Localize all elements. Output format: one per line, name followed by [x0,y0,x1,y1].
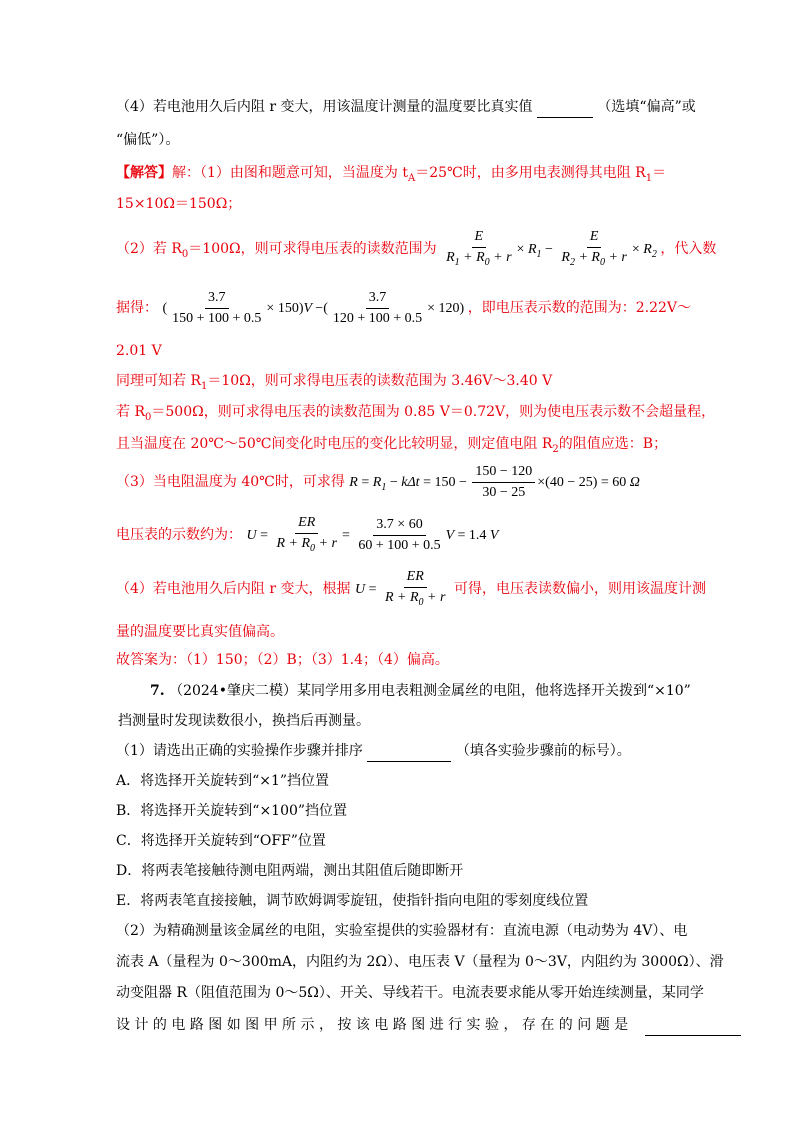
option-e: E．将两表笔直接接触，调节欧姆调零旋钮，使指针指向电阻的零刻度线位置 [116,893,589,909]
answer-line-3: （2）若 $R_0=100\Omega$，则可求得电压表的读数范围为 $\frac{E}{R_1 + R_0 + r}$ × $R_1$ − $\frac{E}{R_2 + R_0 + r}$ × $R_2$ ，代入数 [116,229,717,268]
option-c: C．将选择开关旋转到“OFF”位置 [116,833,326,849]
q7-line-2: 挡测量时发现读数很小，换挡后再测量。 [118,713,370,729]
answer-line-10: 电压表的示数约为： U = $\frac{ER}{R + R_0 + r}$ = $\frac{3.7 \times 60}{60 + 100 + 0.5}$ V = 1.4 V [116,515,499,554]
answer-blank-q7-1[interactable] [367,741,451,762]
formula-substitution: ( $\frac{3.7}{150 + 100 + 0.5}$ × 150)V −( $\frac{3.7}{120 + 100 + 0.5}$ × 120) [162,290,465,327]
formula-voltage-general: U = $\frac{ER}{R + R_0 + r}$ [354,569,446,608]
q7-sub2-line-1: （2）为精确测量该金属丝的电阻，实验室提供的实验器材有：直流电源（电动势为 4V）、电 [116,923,688,939]
answer-line-9: （3）当电阻温度为 40℃时，可求得 $R = R_1 - k\Delta t = 150$ − $\frac{150 - 120}{30 - 25}$ ×(40 − 25) = 60 Ω [116,464,640,501]
q4-line-2: “偏低”）。 [116,132,180,148]
answer-line-1: 【解答】解：（1）由图和题意可知，当温度为 $t_A=25℃$时，由多用电表测得其电阻 $R_1=$ [116,165,667,184]
answer-blank-q7-2[interactable] [645,1015,741,1036]
question-number: 7. [150,683,165,699]
answer-line-4: 据得： ( $\frac{3.7}{150 + 100 + 0.5}$ × 150)V −( $\frac{3.7}{120 + 100 + 0.5}$ × 120) ，即电压表示数的范围为：2.22V～ [116,290,692,327]
formula-voltage-range: $\frac{E}{R_1 + R_0 + r}$ × $R_1$ − $\frac{E}{R_2 + R_0 + r}$ × $R_2$ [446,229,657,268]
q7-sub2-line-3: 动变阻器 R（阻值范围为 0～5Ω）、开关、导线若干。电流表要求能从零开始连续测量，某同学 [116,985,704,1001]
formula-resistance: $R = R_1 - k\Delta t = 150$ − $\frac{150 - 120}{30 - 25}$ ×(40 − 25) = 60 Ω [349,464,640,501]
option-d: D．将两表笔接触待测电阻两端，测出其阻值后随即断开 [116,863,464,879]
option-b: B．将选择开关旋转到“×100”挡位置 [116,803,348,819]
q7-sub1: （1）请选出正确的实验操作步骤并排序 （填各实验步骤前的标号）。 [116,741,631,762]
answer-line-8: 且当温度在 20℃～50℃间变化时电压的变化比较明显，则定值电阻 $R_2$的阻值应选：B； [116,436,668,455]
option-a: A．将选择开关旋转到“×1”挡位置 [116,773,330,789]
answer-line-6: 同理可知若 $R_1=10\Omega$，则可求得电压表的读数范围为 3.46V～3.40 V [116,373,553,392]
q4-line-1: （4）若电池用久后内阻 r 变大，用该温度计测量的温度要比真实值 （选填“偏高”或 [116,97,696,118]
answer-line-7: 若 $R_0=500\Omega$，则可求得电压表的读数范围为 0.85 V＝0.72V，则为使电压表示数不会超量程， [116,404,716,423]
answer-final: 故答案为：（1）150；（2）B；（3）1.4；（4）偏高。 [116,652,449,668]
q7-sub2-line-4: 设 计 的 电 路 图 如 图 甲 所 示 ， 按 该 电 路 图 进 行 实 验 ， 存 在 的 问 题 是 [116,1015,741,1036]
answer-line-11: （4）若电池用久后内阻 r 变大，根据 U = $\frac{ER}{R + R_0 + r}$ 可得，电压表读数偏小，则用该温度计测 [116,569,706,608]
answer-line-5: 2.01 V [116,343,162,359]
answer-line-2: 15×10Ω＝150Ω； [116,196,242,212]
q7-line-1: 7. （2024•肇庆二模）某同学用多用电表粗测金属丝的电阻，他将选择开关拨到“×10” [150,683,691,699]
q7-sub2-line-2: 流表 A（量程为 0～300mA，内阻约为 2Ω）、电压表 V（量程为 0～3V，内阻约为 3000Ω）、滑 [116,954,724,970]
answer-blank-q4[interactable] [537,97,593,118]
answer-tag: 【解答】 [116,165,172,181]
formula-voltage: U = $\frac{ER}{R + R_0 + r}$ = $\frac{3.7 \times 60}{60 + 100 + 0.5}$ V = 1.4 V [246,515,499,554]
answer-line-12: 量的温度要比真实值偏高。 [116,624,284,640]
